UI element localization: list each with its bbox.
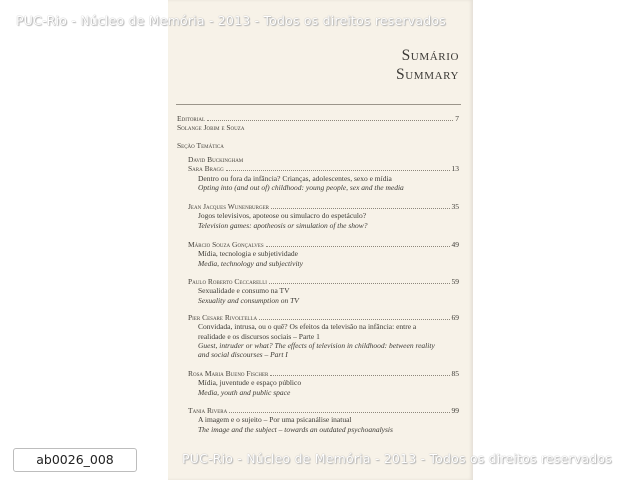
section-label: Seção Temática: [177, 141, 224, 150]
toc-entry: [188, 369, 459, 397]
entry-page: 85: [451, 369, 459, 378]
toc-title-en: Summary: [396, 66, 459, 83]
entry-page: 99: [451, 406, 459, 415]
entry-title-pt: Mídia, juventude e espaço público: [198, 378, 302, 388]
watermark-bottom: PUC-Rio - Núcleo de Memória - 2013 - Todos os direitos reservados: [182, 451, 612, 466]
entry-title-pt: Mídia, tecnologia e subjetividade: [198, 249, 298, 259]
watermark-top: PUC-Rio - Núcleo de Memória - 2013 - Todos os direitos reservados: [16, 13, 446, 28]
entry-title-en: Media, youth and public space: [198, 387, 291, 397]
entry-author: Pier Cesare Rivoltella: [188, 313, 258, 322]
entry-title-pt: realidade e os discursos sociais – Parte 1: [198, 331, 320, 341]
title-rule: [176, 104, 461, 105]
entry-author: Rosa Maria Bueno Fischer: [188, 369, 269, 378]
entry-page: 49: [451, 240, 459, 249]
entry-title-en: Guest, intruder or what? The effects of television in childhood: between reality: [198, 340, 435, 350]
entry-title-pt: Sexualidade e consumo na TV: [198, 286, 290, 296]
toc-entry: [188, 406, 459, 434]
entry-title-pt: A imagem e o sujeito – Por uma psicanálise inatual: [198, 415, 352, 425]
entry-title-en: The image and the subject – towards an outdated psychoanalysis: [198, 424, 393, 434]
entry-title-en: Opting into (and out of) childhood: young people, sex and the media: [198, 182, 404, 192]
entry-author: Márcio Souza Gonçalves: [188, 240, 264, 249]
toc-entry-editorial: [177, 114, 459, 133]
toc-entry: [188, 155, 459, 192]
entry-page: 59: [451, 277, 459, 286]
entry-page: 69: [451, 313, 459, 322]
editorial-label: Editorial: [177, 114, 206, 123]
entry-title-en: Sexuality and consumption on TV: [198, 295, 299, 305]
entry-author: Paulo Roberto Ceccarelli: [188, 277, 267, 286]
toc-entry: [188, 313, 459, 359]
entry-author: Sara Bragg: [188, 164, 224, 174]
editorial-author: Solange Jobim e Souza: [177, 123, 245, 133]
toc-entry: [188, 240, 459, 268]
entry-author: David Buckingham: [188, 155, 244, 164]
toc-title-pt: Sumário: [401, 47, 459, 64]
entry-page: 13: [451, 164, 459, 174]
scanned-page: [168, 0, 473, 480]
entry-title-en: Television games: apotheosis or simulation of the show?: [198, 220, 368, 230]
entry-page: 35: [451, 202, 459, 211]
editorial-page: 7: [455, 114, 459, 123]
toc-entry: [188, 202, 459, 230]
entry-author: Jean Jacques Wunenburger: [188, 202, 269, 211]
entry-title-en: Media, technology and subjectivity: [198, 258, 303, 268]
entry-title-pt: Convidada, intrusa, ou o quê? Os efeitos da televisão na infância: entre a: [198, 322, 417, 332]
toc-entry: [188, 277, 459, 305]
entry-title-en: and social discourses – Part I: [198, 350, 288, 360]
entry-title-pt: Dentro ou fora da infância? Crianças, adolescentes, sexo e mídia: [198, 173, 392, 183]
image-id-label: ab0026_008: [13, 448, 137, 472]
entry-author: Tania Rivera: [188, 406, 228, 415]
entry-title-pt: Jogos televisivos, apoteose ou simulacro do espetáculo?: [198, 211, 367, 221]
